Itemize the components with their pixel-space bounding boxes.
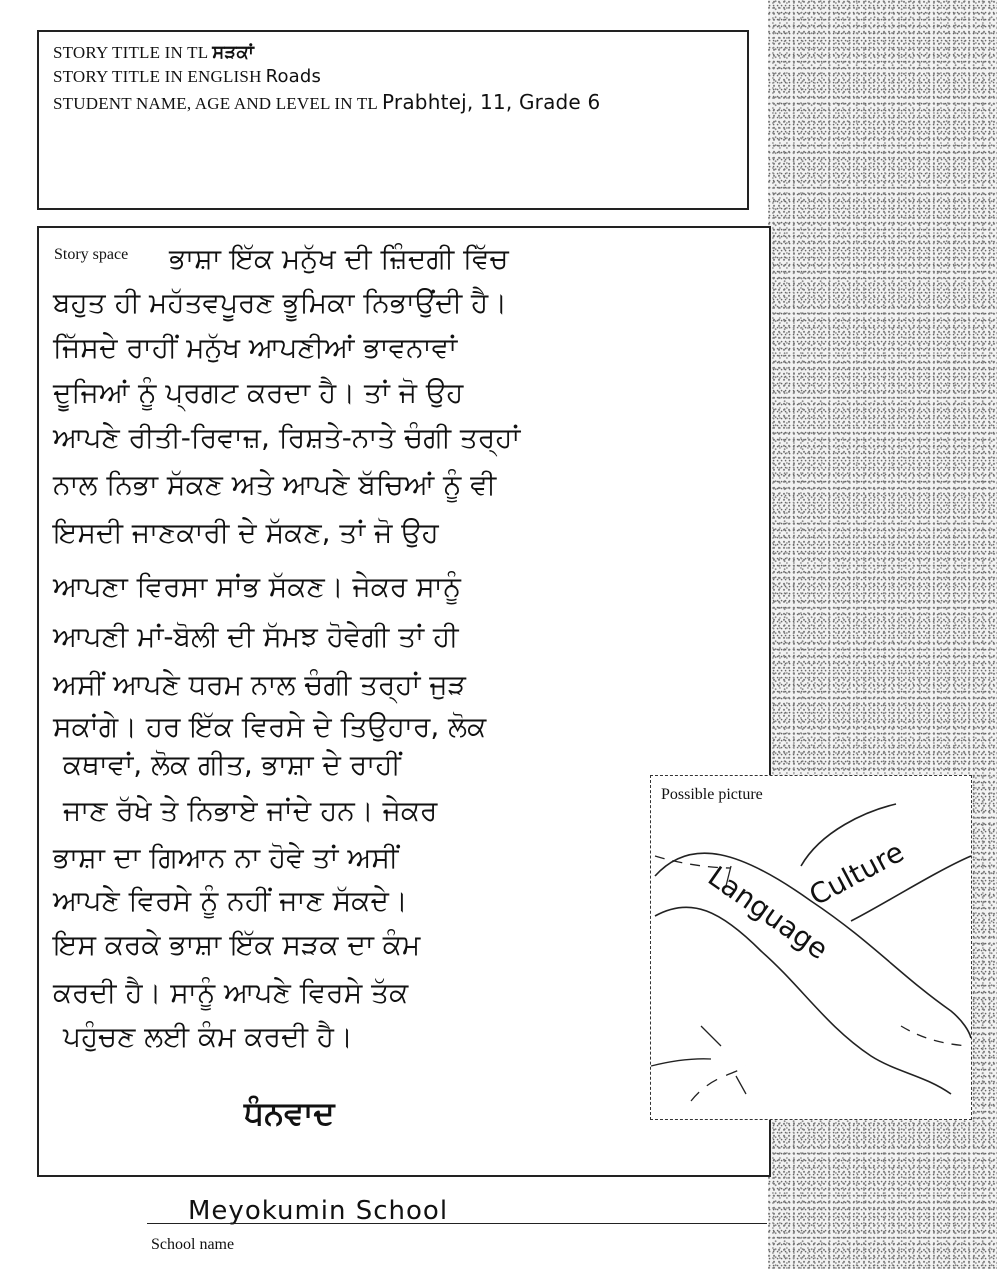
- story-line: ਭਾਸ਼ਾ ਇੱਕ ਮਨੁੱਖ ਦੀ ਜ਼ਿੰਦਗੀ ਵਿੱਚ: [169, 242, 509, 275]
- title-tl-row: [53, 42, 254, 63]
- road-label-language: Language: [701, 859, 835, 966]
- title-en-row: [53, 66, 321, 87]
- story-line: ਇਸ ਕਰਕੇ ਭਾਸ਼ਾ ਇੱਕ ਸੜਕ ਦਾ ਕੰਮ: [53, 928, 421, 961]
- story-line: ਸਕਾਂਗੇ। ਹਰ ਇੱਕ ਵਿਰਸੇ ਦੇ ਤਿਉਹਾਰ, ਲੋਕ: [53, 710, 487, 743]
- story-line: ਅਸੀਂ ਆਪਣੇ ਧਰਮ ਨਾਲ ਚੰਗੀ ਤਰ੍ਹਾਂ ਜੁੜ: [53, 668, 466, 701]
- header-box: [37, 30, 749, 210]
- title-tl-value: ਸੜਕਾਂ: [212, 42, 255, 63]
- story-line: ਦੂਜਿਆਂ ਨੂੰ ਪ੍ਰਗਟ ਕਰਦਾ ਹੈ। ਤਾਂ ਜੋ ਉਹ: [53, 376, 464, 409]
- title-en-label: STORY TITLE IN ENGLISH: [53, 67, 262, 86]
- story-line: ਜਾਣ ਰੱਖੇ ਤੇ ਨਿਭਾਏ ਜਾਂਦੇ ਹਨ। ਜੇਕਰ: [63, 794, 438, 827]
- student-value: Prabhtej, 11, Grade 6: [382, 90, 601, 114]
- signature-thanks: ਧੰਨਵਾਦ: [244, 1094, 335, 1132]
- story-line: ਨਾਲ ਨਿਭਾ ਸੱਕਣ ਅਤੇ ਆਪਣੇ ਬੱਚਿਆਂ ਨੂੰ ਵੀ: [53, 468, 497, 501]
- story-line: ਕਰਦੀ ਹੈ। ਸਾਨੂੰ ਆਪਣੇ ਵਿਰਸੇ ਤੱਕ: [53, 976, 409, 1009]
- title-tl-label: STORY TITLE IN TL: [53, 43, 209, 62]
- title-en-value: Roads: [265, 66, 322, 87]
- story-line: ਇਸਦੀ ਜਾਣਕਾਰੀ ਦੇ ਸੱਕਣ, ਤਾਂ ਜੋ ਉਹ: [53, 516, 439, 549]
- story-line: ਜਿੱਸਦੇ ਰਾਹੀਂ ਮਨੁੱਖ ਆਪਣੀਆਂ ਭਾਵਨਾਵਾਂ: [53, 331, 458, 364]
- road-label-culture: Culture: [803, 835, 910, 913]
- student-label: STUDENT NAME, AGE AND LEVEL IN TL: [53, 94, 379, 113]
- story-label: Story space: [54, 246, 129, 263]
- story-line: ਆਪਣੀ ਮਾਂ-ਬੋਲੀ ਦੀ ਸੱਮਝ ਹੋਵੇਗੀ ਤਾਂ ਹੀ: [53, 620, 459, 653]
- story-line: ਭਾਸ਼ਾ ਦਾ ਗਿਆਨ ਨਾ ਹੋਵੇ ਤਾਂ ਅਸੀਂ: [53, 841, 399, 874]
- story-line: ਆਪਣਾ ਵਿਰਸਾ ਸਾਂਭ ਸੱਕਣ। ਜੇਕਰ ਸਾਨੂੰ: [53, 570, 461, 603]
- story-line: ਆਪਣੇ ਵਿਰਸੇ ਨੂੰ ਨਹੀਂ ਜਾਣ ਸੱਕਦੇ।: [53, 884, 408, 917]
- school-name-underline: [147, 1223, 767, 1224]
- school-name-label: School name: [151, 1236, 235, 1253]
- story-line: ਕਥਾਵਾਂ, ਲੋਕ ਗੀਤ, ਭਾਸ਼ਾ ਦੇ ਰਾਹੀਂ: [63, 748, 401, 781]
- story-line: ਬਹੁਤ ਹੀ ਮਹੱਤਵਪੂਰਣ ਭੂਮਿਕਾ ਨਿਭਾਉਂਦੀ ਹੈ।: [53, 286, 508, 319]
- school-name-value: Meyokumin School: [188, 1196, 449, 1226]
- picture-box: [650, 775, 972, 1120]
- road-drawing: [651, 776, 971, 1119]
- story-line: ਆਪਣੇ ਰੀਤੀ-ਰਿਵਾਜ਼, ਰਿਸ਼ਤੇ-ਨਾਤੇ ਚੰਗੀ ਤਰ੍ਹਾਂ: [53, 421, 521, 454]
- picture-label: Possible picture: [661, 786, 763, 803]
- student-row: [53, 90, 600, 114]
- story-line: ਪਹੁੰਚਣ ਲਈ ਕੰਮ ਕਰਦੀ ਹੈ।: [63, 1020, 353, 1053]
